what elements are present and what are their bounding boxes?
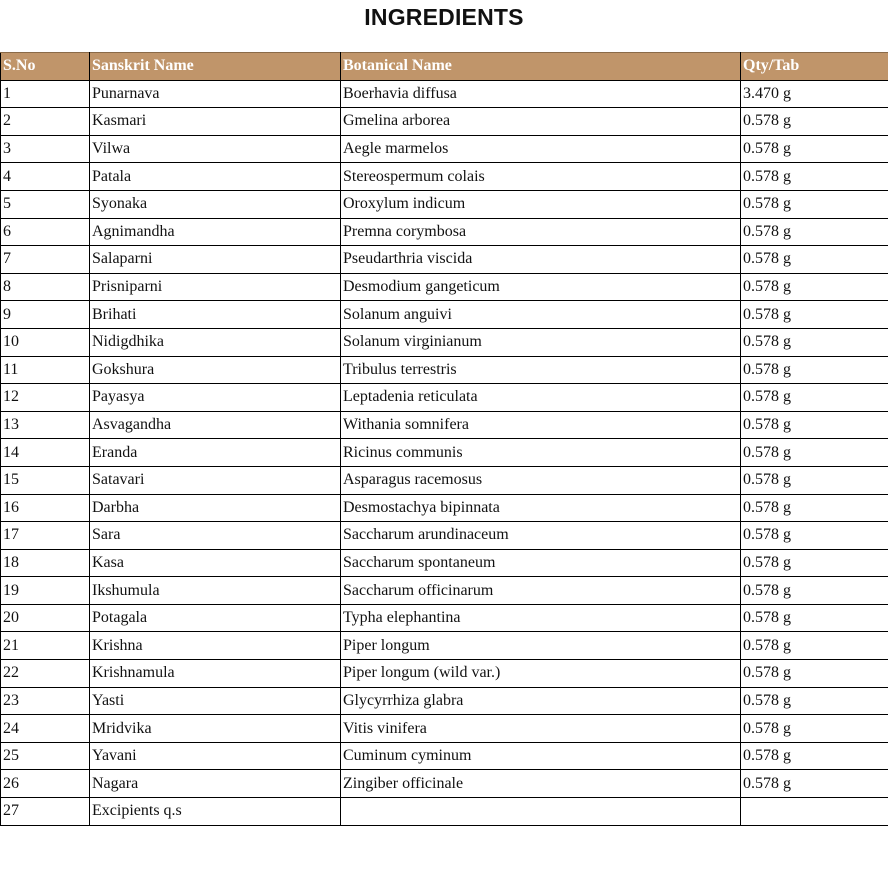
cell-botanical-name: Stereospermum colais [341, 163, 741, 191]
cell-quantity-per-tab: 0.578 g [741, 660, 888, 688]
cell-sanskrit-name: Vilwa [90, 135, 341, 163]
column-header-botanical-name: Botanical Name [341, 53, 741, 81]
cell-botanical-name: Saccharum spontaneum [341, 549, 741, 577]
cell-botanical-name: Saccharum arundinaceum [341, 522, 741, 550]
table-row [1, 356, 888, 384]
table-row [1, 549, 888, 577]
cell-quantity-per-tab: 0.578 g [741, 190, 888, 218]
cell-botanical-name: Boerhavia diffusa [341, 80, 741, 108]
cell-quantity-per-tab: 0.578 g [741, 770, 888, 798]
cell-serial-number: 25 [1, 742, 90, 770]
cell-sanskrit-name: Salaparni [90, 246, 341, 274]
table-row [1, 466, 888, 494]
cell-botanical-name: Piper longum (wild var.) [341, 660, 741, 688]
table-row [1, 577, 888, 605]
cell-serial-number: 26 [1, 770, 90, 798]
cell-botanical-name: Asparagus racemosus [341, 466, 741, 494]
cell-botanical-name: Oroxylum indicum [341, 190, 741, 218]
cell-quantity-per-tab: 0.578 g [741, 742, 888, 770]
cell-quantity-per-tab: 0.578 g [741, 577, 888, 605]
cell-sanskrit-name: Syonaka [90, 190, 341, 218]
cell-botanical-name: Pseudarthria viscida [341, 246, 741, 274]
cell-serial-number: 18 [1, 549, 90, 577]
ingredients-table [0, 52, 888, 826]
cell-botanical-name: Desmodium gangeticum [341, 273, 741, 301]
cell-sanskrit-name: Yasti [90, 687, 341, 715]
cell-quantity-per-tab: 0.578 g [741, 466, 888, 494]
cell-serial-number: 1 [1, 80, 90, 108]
column-header-quantity-per-tab: Qty/Tab [741, 53, 888, 81]
cell-botanical-name: Vitis vinifera [341, 715, 741, 743]
cell-quantity-per-tab: 0.578 g [741, 384, 888, 412]
table-row [1, 687, 888, 715]
cell-quantity-per-tab: 0.578 g [741, 439, 888, 467]
cell-quantity-per-tab: 0.578 g [741, 135, 888, 163]
cell-sanskrit-name: Kasa [90, 549, 341, 577]
table-row [1, 246, 888, 274]
cell-sanskrit-name: Asvagandha [90, 411, 341, 439]
cell-sanskrit-name: Nagara [90, 770, 341, 798]
table-row [1, 604, 888, 632]
table-row [1, 190, 888, 218]
cell-sanskrit-name: Excipients q.s [90, 798, 341, 826]
cell-sanskrit-name: Nidigdhika [90, 328, 341, 356]
cell-serial-number: 17 [1, 522, 90, 550]
cell-sanskrit-name: Punarnava [90, 80, 341, 108]
cell-sanskrit-name: Krishnamula [90, 660, 341, 688]
cell-botanical-name: Tribulus terrestris [341, 356, 741, 384]
cell-botanical-name: Saccharum officinarum [341, 577, 741, 605]
cell-quantity-per-tab: 0.578 g [741, 328, 888, 356]
column-header-serial-number: S.No [1, 53, 90, 81]
table-row [1, 798, 888, 826]
cell-quantity-per-tab: 0.578 g [741, 301, 888, 329]
cell-botanical-name [341, 798, 741, 826]
cell-quantity-per-tab [741, 798, 888, 826]
header-row [1, 53, 888, 81]
cell-serial-number: 9 [1, 301, 90, 329]
cell-sanskrit-name: Kasmari [90, 108, 341, 136]
cell-sanskrit-name: Payasya [90, 384, 341, 412]
cell-serial-number: 16 [1, 494, 90, 522]
table-row [1, 632, 888, 660]
cell-serial-number: 24 [1, 715, 90, 743]
cell-serial-number: 3 [1, 135, 90, 163]
cell-sanskrit-name: Krishna [90, 632, 341, 660]
cell-sanskrit-name: Prisniparni [90, 273, 341, 301]
cell-serial-number: 19 [1, 577, 90, 605]
cell-sanskrit-name: Brihati [90, 301, 341, 329]
cell-botanical-name: Withania somnifera [341, 411, 741, 439]
cell-sanskrit-name: Agnimandha [90, 218, 341, 246]
table-row [1, 494, 888, 522]
table-row [1, 108, 888, 136]
cell-quantity-per-tab: 0.578 g [741, 715, 888, 743]
cell-sanskrit-name: Sara [90, 522, 341, 550]
page-title: INGREDIENTS [364, 4, 524, 30]
cell-serial-number: 5 [1, 190, 90, 218]
cell-quantity-per-tab: 0.578 g [741, 108, 888, 136]
cell-quantity-per-tab: 0.578 g [741, 632, 888, 660]
cell-quantity-per-tab: 0.578 g [741, 356, 888, 384]
column-header-sanskrit-name: Sanskrit Name [90, 53, 341, 81]
table-body [1, 80, 888, 825]
cell-sanskrit-name: Potagala [90, 604, 341, 632]
cell-sanskrit-name: Patala [90, 163, 341, 191]
cell-serial-number: 22 [1, 660, 90, 688]
cell-sanskrit-name: Yavani [90, 742, 341, 770]
table-row [1, 522, 888, 550]
cell-sanskrit-name: Ikshumula [90, 577, 341, 605]
cell-sanskrit-name: Satavari [90, 466, 341, 494]
cell-quantity-per-tab: 0.578 g [741, 494, 888, 522]
cell-quantity-per-tab: 0.578 g [741, 411, 888, 439]
table-row [1, 384, 888, 412]
table-row [1, 301, 888, 329]
cell-botanical-name: Typha elephantina [341, 604, 741, 632]
table-row [1, 770, 888, 798]
cell-sanskrit-name: Darbha [90, 494, 341, 522]
cell-quantity-per-tab: 0.578 g [741, 687, 888, 715]
cell-botanical-name: Piper longum [341, 632, 741, 660]
cell-serial-number: 6 [1, 218, 90, 246]
table-row [1, 411, 888, 439]
cell-serial-number: 8 [1, 273, 90, 301]
cell-serial-number: 12 [1, 384, 90, 412]
cell-sanskrit-name: Mridvika [90, 715, 341, 743]
cell-serial-number: 20 [1, 604, 90, 632]
cell-quantity-per-tab: 0.578 g [741, 522, 888, 550]
cell-serial-number: 21 [1, 632, 90, 660]
cell-botanical-name: Glycyrrhiza glabra [341, 687, 741, 715]
cell-botanical-name: Premna corymbosa [341, 218, 741, 246]
cell-botanical-name: Solanum anguivi [341, 301, 741, 329]
table-row [1, 218, 888, 246]
cell-botanical-name: Ricinus communis [341, 439, 741, 467]
cell-serial-number: 23 [1, 687, 90, 715]
cell-serial-number: 13 [1, 411, 90, 439]
cell-quantity-per-tab: 3.470 g [741, 80, 888, 108]
cell-serial-number: 11 [1, 356, 90, 384]
table-header [1, 53, 888, 81]
table-row [1, 163, 888, 191]
cell-quantity-per-tab: 0.578 g [741, 604, 888, 632]
cell-botanical-name: Zingiber officinale [341, 770, 741, 798]
cell-serial-number: 4 [1, 163, 90, 191]
table-row [1, 439, 888, 467]
cell-quantity-per-tab: 0.578 g [741, 218, 888, 246]
table-row [1, 135, 888, 163]
cell-serial-number: 7 [1, 246, 90, 274]
table-row [1, 660, 888, 688]
cell-serial-number: 10 [1, 328, 90, 356]
cell-botanical-name: Cuminum cyminum [341, 742, 741, 770]
cell-quantity-per-tab: 0.578 g [741, 273, 888, 301]
cell-botanical-name: Leptadenia reticulata [341, 384, 741, 412]
cell-sanskrit-name: Gokshura [90, 356, 341, 384]
cell-botanical-name: Gmelina arborea [341, 108, 741, 136]
cell-sanskrit-name: Eranda [90, 439, 341, 467]
cell-serial-number: 14 [1, 439, 90, 467]
table-row [1, 715, 888, 743]
table-row [1, 742, 888, 770]
cell-botanical-name: Solanum virginianum [341, 328, 741, 356]
table-row [1, 328, 888, 356]
cell-quantity-per-tab: 0.578 g [741, 163, 888, 191]
table-row [1, 273, 888, 301]
cell-quantity-per-tab: 0.578 g [741, 549, 888, 577]
cell-serial-number: 27 [1, 798, 90, 826]
cell-botanical-name: Desmostachya bipinnata [341, 494, 741, 522]
cell-serial-number: 15 [1, 466, 90, 494]
cell-botanical-name: Aegle marmelos [341, 135, 741, 163]
cell-quantity-per-tab: 0.578 g [741, 246, 888, 274]
cell-serial-number: 2 [1, 108, 90, 136]
table-row [1, 80, 888, 108]
